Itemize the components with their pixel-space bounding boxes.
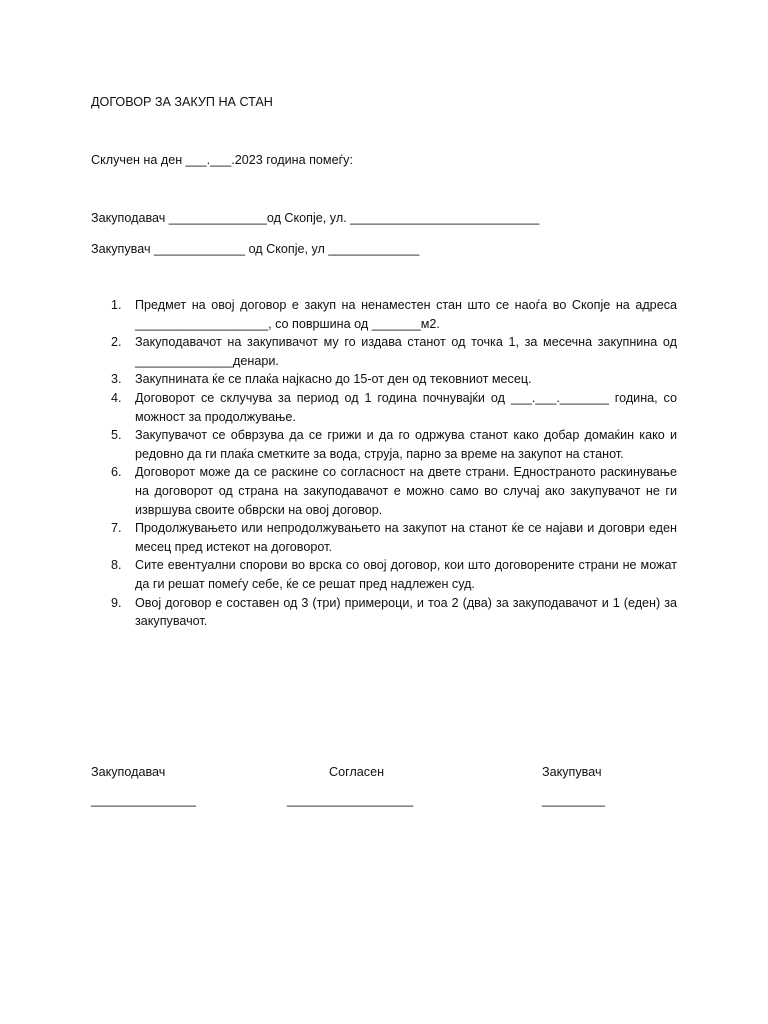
clause-number: 5. <box>111 428 122 443</box>
clause-number: 9. <box>111 595 122 610</box>
landlord-info-line: Закуподавач ______________од Скопје, ул. ___________________________ <box>91 211 540 225</box>
tenant-info-line: Закупувач _____________ од Скопје, ул _____________ <box>91 242 420 256</box>
clause-number: 8. <box>111 558 122 573</box>
clause-text: Продолжувањето или непродолжувањето на закупот на станот ќе се најави и договри еден месец пред истекот на договорот. <box>135 521 677 554</box>
clause-item <box>91 556 677 593</box>
landlord-signature-line: _______________ <box>91 793 197 807</box>
agreed-signature-line: __________________ <box>287 793 414 807</box>
clause-number: 2. <box>111 335 122 350</box>
clause-number: 7. <box>111 521 122 536</box>
clause-item <box>91 370 677 389</box>
clause-text: Сите евентуални спорови во врска со овој договор, кои што договорените страни не можат да ги решат помеѓу себе, ќе се решат пред надлежен суд. <box>135 558 677 591</box>
clause-number: 3. <box>111 372 122 387</box>
clause-item <box>91 426 677 463</box>
clause-text: Закупнината ќе се плаќа најкасно до 15-от ден од тековниот месец. <box>135 372 532 387</box>
clause-number: 6. <box>111 465 122 480</box>
clause-number: 1. <box>111 298 122 312</box>
tenant-signature-line: _________ <box>542 793 606 807</box>
clause-number: 4. <box>111 390 122 405</box>
landlord-signature-label: Закуподавач <box>91 765 166 779</box>
clause-text: Овој договор е составен од 3 (три) примероци, и тоа 2 (два) за закуподавачот и 1 (еден) за закупувачот. <box>135 595 677 629</box>
document-title: ДОГОВОР ЗА ЗАКУП НА СТАН <box>91 95 273 109</box>
clause-item <box>91 296 677 333</box>
clause-text: Договорот може да се раскине со согласност на двете страни. Едностраното раскинување на договорот од страна на закуподавачот е можно само во случај ако закупувачот не ги извршува своите обврски на овој договор. <box>135 465 677 517</box>
concluded-date-line: Склучен на ден ___.___.2023 година помеѓу: <box>91 153 353 167</box>
clause-text: Закупувачот се обврзува да се грижи и да го одржува станот како добар домаќин како и редовно да ги плаќа сметките за вода, струја, парно за време на закупот на станот. <box>135 428 677 461</box>
clause-item <box>91 389 677 426</box>
clause-text: Закуподавачот на закупивачот му го издава станот од точка 1, за месечна закупнина од ______________денари. <box>135 335 677 368</box>
clauses-list <box>91 296 677 631</box>
clause-item <box>91 519 677 556</box>
tenant-signature-label: Закупувач <box>542 765 602 779</box>
clause-item <box>91 463 677 519</box>
clause-item <box>91 333 677 370</box>
clause-item <box>91 594 677 631</box>
agreed-signature-label: Согласен <box>329 765 385 779</box>
clause-text: Договорот се склучува за период од 1 година почнувајќи од ___.___._______ година, со можност за продолжување. <box>135 390 677 424</box>
clause-text: Предмет на овој договор е закуп на ненаместен стан што се наоѓа во Скопје на адреса ___________________, со површина од _______м2. <box>135 298 677 331</box>
